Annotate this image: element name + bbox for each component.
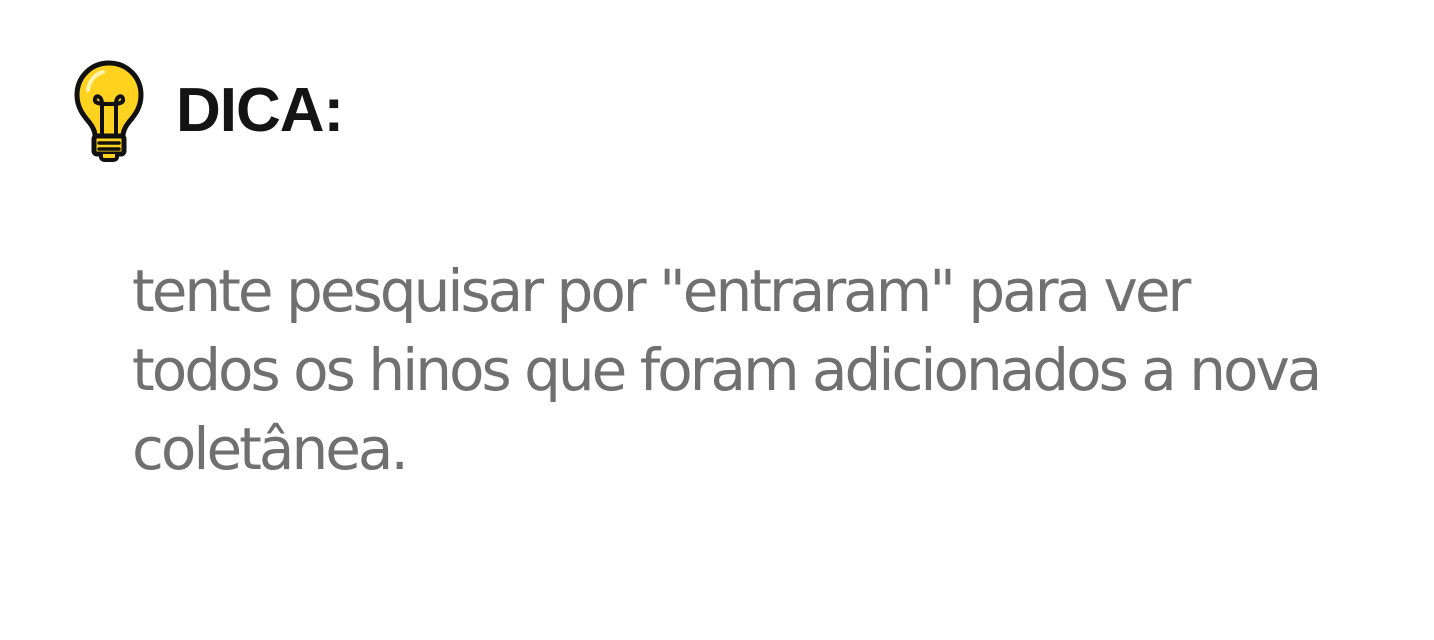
lightbulb-icon xyxy=(74,60,144,162)
tip-message: tente pesquisar por "entraram" para ver todos os hinos que foram adicionados a nova coletânea. xyxy=(132,257,1320,483)
tip-title: DICA: xyxy=(176,76,344,145)
tip-header xyxy=(74,60,343,162)
